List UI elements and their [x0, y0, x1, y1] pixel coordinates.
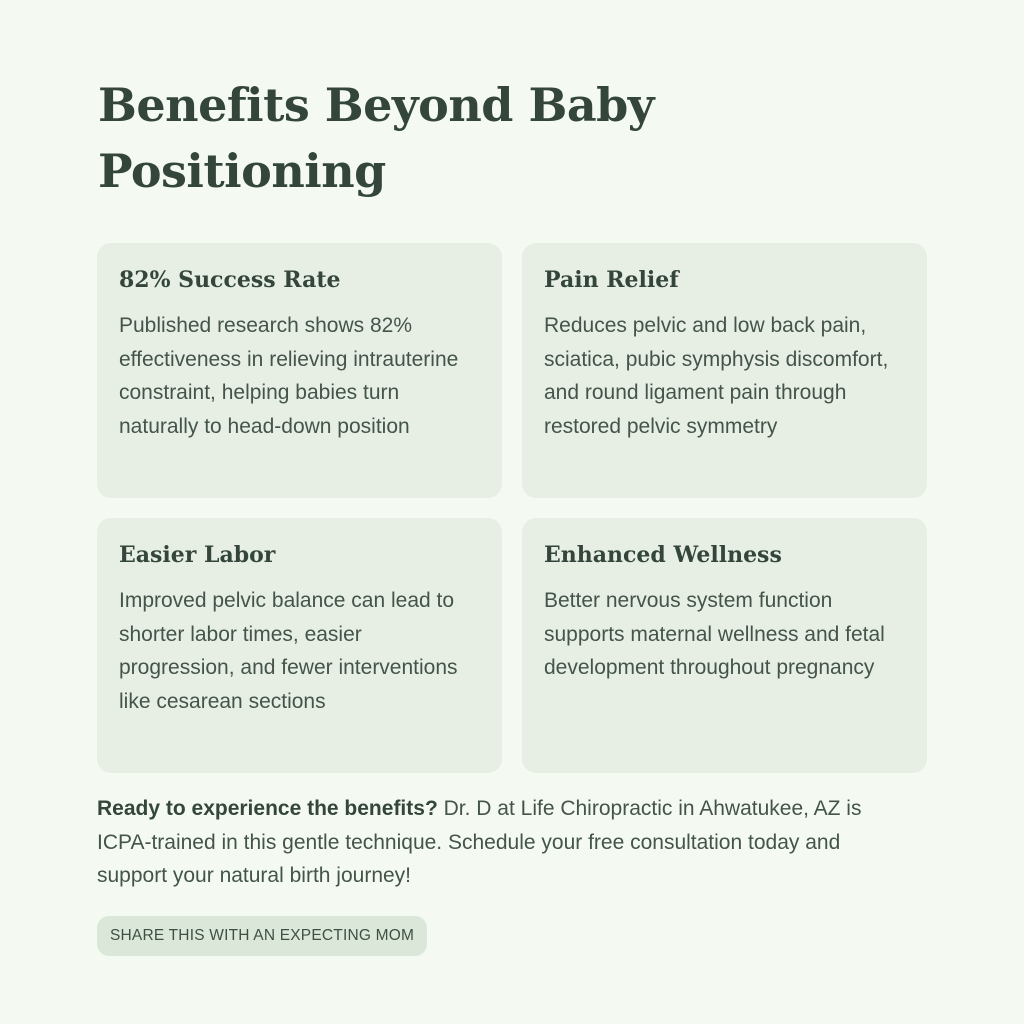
benefit-card-success-rate: [97, 243, 502, 498]
card-body: Published research shows 82% effectiveness in relieving intrauterine constraint, helping babies turn naturally to head-down position: [119, 314, 459, 438]
cta-lead: Ready to experience the benefits?: [97, 797, 438, 820]
cta-text: Dr. D at Life Chiropractic in Ahwatukee, AZ is ICPA-trained in this gentle technique. Schedule your free consultation today and support your natural birth journey!: [97, 797, 862, 887]
card-title: Pain Relief: [544, 267, 679, 293]
card-title: Easier Labor: [119, 542, 276, 568]
card-body: Improved pelvic balance can lead to shorter labor times, easier progression, and fewer interventions like cesarean sections: [119, 589, 458, 713]
call-to-action: [97, 792, 897, 893]
card-body: Better nervous system function supports maternal wellness and fetal development throughout pregnancy: [544, 589, 885, 679]
card-title: Enhanced Wellness: [544, 542, 782, 568]
benefit-card-pain-relief: [522, 243, 927, 498]
share-button[interactable]: SHARE THIS WITH AN EXPECTING MOM: [97, 916, 427, 956]
card-body: Reduces pelvic and low back pain, sciatica, pubic symphysis discomfort, and round ligament pain through restored pelvic symmetry: [544, 314, 889, 438]
page-title: Benefits Beyond Baby Positioning: [98, 78, 655, 198]
benefit-card-easier-labor: [97, 518, 502, 773]
benefit-card-enhanced-wellness: [522, 518, 927, 773]
card-title: 82% Success Rate: [119, 267, 341, 293]
